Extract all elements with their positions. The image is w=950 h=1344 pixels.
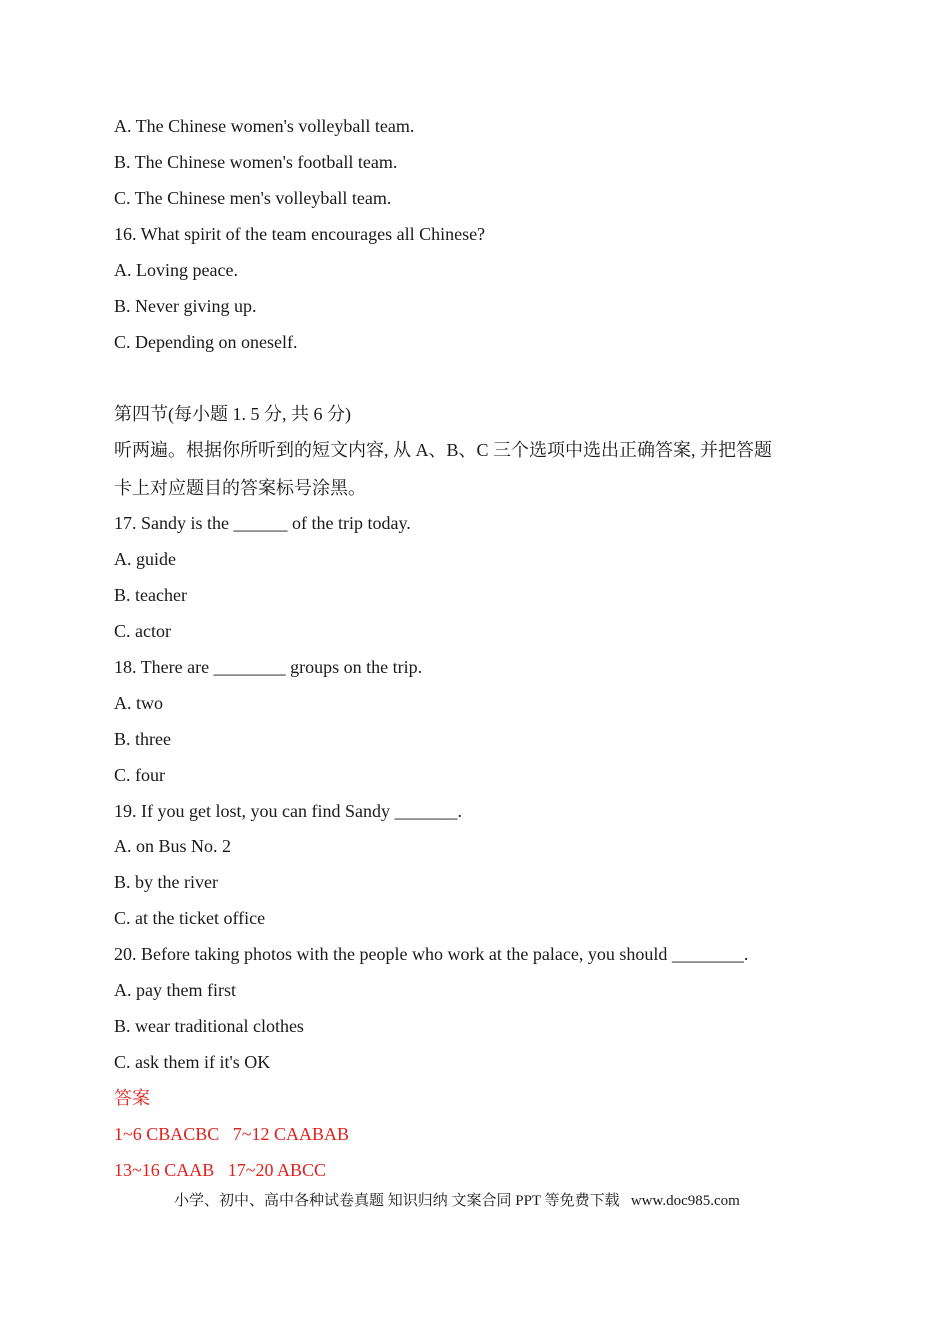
q20-option-c: C. ask them if it's OK <box>114 1052 271 1072</box>
q20-question: 20. Before taking photos with the people who work at the palace, you should ________. <box>114 944 749 964</box>
q18-option-c: C. four <box>114 765 165 785</box>
section4-instruction-line1: 听两遍。根据你所听到的短文内容, 从 A、B、C 三个选项中选出正确答案, 并把答题 <box>114 440 773 460</box>
q17-option-c: C. actor <box>114 621 171 641</box>
answers-line-2: 13~16 CAAB 17~20 ABCC <box>114 1160 327 1180</box>
q19-question: 19. If you get lost, you can find Sandy _______. <box>114 801 462 821</box>
q19-option-a: A. on Bus No. 2 <box>114 836 232 856</box>
page-footer: 小学、初中、高中各种试卷真题 知识归纳 文案合同 PPT 等免费下载 www.doc985.com <box>174 1193 740 1209</box>
q15-option-a: A. The Chinese women's volleyball team. <box>114 116 415 136</box>
q17-question: 17. Sandy is the ______ of the trip today. <box>114 513 411 533</box>
q16-question: 16. What spirit of the team encourages all Chinese? <box>114 224 486 244</box>
q20-option-b: B. wear traditional clothes <box>114 1016 304 1036</box>
q18-question: 18. There are ________ groups on the trip. <box>114 657 423 677</box>
q18-option-b: B. three <box>114 729 171 749</box>
section4-instruction-line2: 卡上对应题目的答案标号涂黑。 <box>114 478 366 498</box>
q19-option-c: C. at the ticket office <box>114 908 266 928</box>
q16-option-b: B. Never giving up. <box>114 296 257 316</box>
q17-option-a: A. guide <box>114 549 176 569</box>
q16-option-a: A. Loving peace. <box>114 260 238 280</box>
q18-option-a: A. two <box>114 693 163 713</box>
q15-option-c: C. The Chinese men's volleyball team. <box>114 188 392 208</box>
answers-line-1: 1~6 CBACBC 7~12 CAABAB <box>114 1124 350 1144</box>
section4-heading: 第四节(每小题 1. 5 分, 共 6 分) <box>114 404 351 424</box>
q19-option-b: B. by the river <box>114 872 218 892</box>
q20-option-a: A. pay them first <box>114 980 236 1000</box>
q15-option-b: B. The Chinese women's football team. <box>114 152 398 172</box>
q17-option-b: B. teacher <box>114 585 187 605</box>
q16-option-c: C. Depending on oneself. <box>114 332 298 352</box>
answers-heading: 答案 <box>114 1088 150 1108</box>
